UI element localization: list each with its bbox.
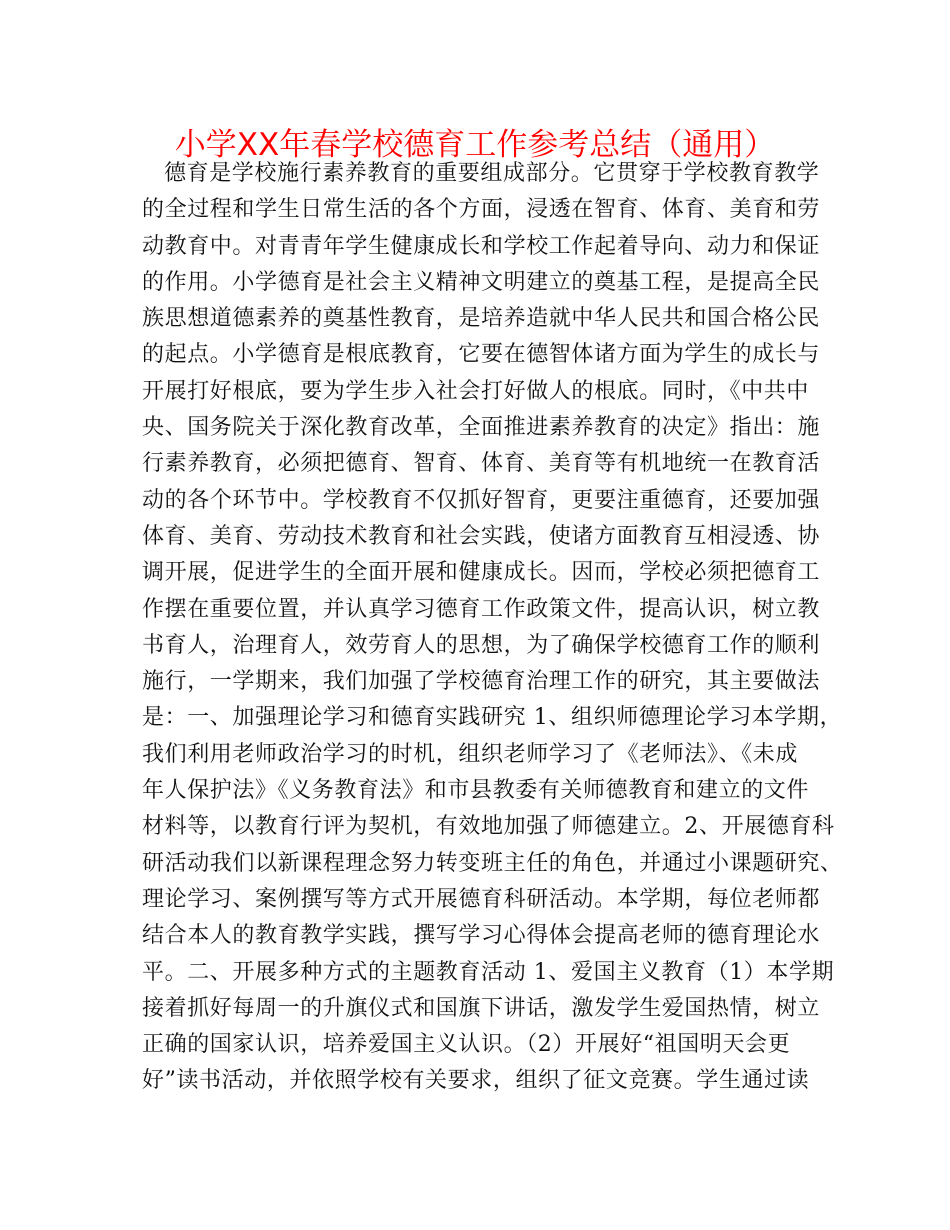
body-line: 正确的国家认识，培养爱国主义认识。（2）开展好“祖国明天会更 [142, 1032, 791, 1058]
body-line: 理论学习、案例撰写等方式开展德育科研活动。本学期，每位老师都 [142, 886, 821, 912]
body-line: 材料等，以教育行评为契机，有效地加强了师德建立。2、开展德育科 [142, 814, 835, 840]
body-line: 结合本人的教育教学实践，撰写学习心得体会提高老师的德育理论水 [142, 923, 821, 949]
body-line: 开展打好根底，要为学生步入社会打好做人的根底。同时，《中共中 [142, 378, 810, 404]
body-line: 动教育中。对青青年学生健康成长和学校工作起着导向、动力和保证 [142, 233, 821, 259]
body-line: 书育人，治理育人，效劳育人的思想，为了确保学校德育工作的顺利 [142, 632, 821, 658]
body-line: 好”读书活动，并依照学校有关要求，组织了征文竞赛。学生通过读 [142, 1068, 810, 1094]
body-line: 我们利用老师政治学习的时机，组织老师学习了《老师法》、《未成 [142, 741, 799, 767]
body-line: 施行，一学期来，我们加强了学校德育治理工作的研究，其主要做法 [142, 669, 821, 695]
body-line: 研活动我们以新课程理念努力转变班主任的角色，并通过小课题研究、 [142, 850, 843, 876]
body-line: 的作用。小学德育是社会主义精神文明建立的奠基工程，是提高全民 [142, 269, 821, 295]
document-title: 小学XX年春学校德育工作参考总结（通用） [174, 127, 776, 163]
body-line: 平。二、开展多种方式的主题教育活动 1、爱国主义教育（1）本学期 [142, 959, 835, 985]
body-line: 接着抓好每周一的升旗仪式和国旗下讲话，激发学生爱国热情，树立 [142, 995, 821, 1021]
body-line: 调开展，促进学生的全面开展和健康成长。因而，学校必须把德育工 [142, 560, 821, 586]
body-line: 央、国务院关于深化教育改革，全面推进素养教育的决定》指出：施 [142, 415, 821, 441]
body-line: 族思想道德素养的奠基性教育，是培养造就中华人民共和国合格公民 [142, 306, 821, 332]
body-line: 体育、美育、劳动技术教育和社会实践，使诸方面教育互相浸透、协 [142, 523, 821, 549]
body-line: 的起点。小学德育是根底教育，它要在德智体诸方面为学生的成长与 [142, 342, 821, 368]
document-body [142, 156, 843, 1100]
body-line: 动的各个环节中。学校教育不仅抓好智育，更要注重德育，还要加强 [142, 487, 821, 513]
body-line: 年人保护法》《义务教育法》和市县教委有关师德教育和建立的文件 [142, 778, 810, 804]
body-line: 是：一、加强理论学习和德育实践研究 1、组织师德理论学习本学期， [142, 705, 843, 731]
body-line: 德育是学校施行素养教育的重要组成部分。它贯穿于学校教育教学 [164, 161, 820, 186]
body-line: 行素养教育，必须把德育、智育、体育、美育等有机地统一在教育活 [142, 451, 821, 477]
body-line: 作摆在重要位置，并认真学习德育工作政策文件，提高认识，树立教 [142, 596, 821, 622]
body-line: 的全过程和学生日常生活的各个方面，浸透在智育、体育、美育和劳 [142, 197, 821, 223]
